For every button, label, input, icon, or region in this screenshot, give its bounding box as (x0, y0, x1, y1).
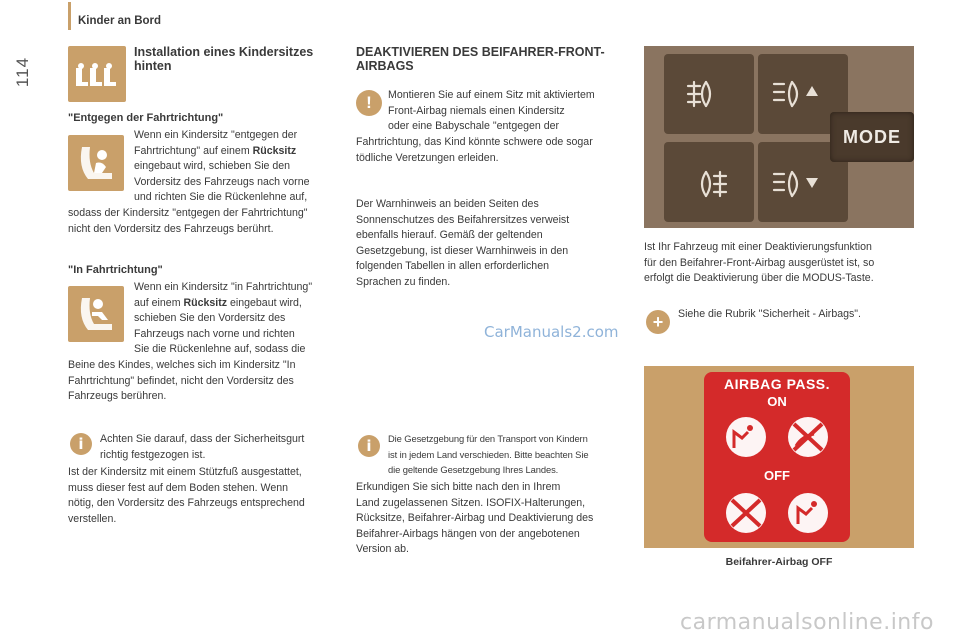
info-icon: i (70, 433, 92, 455)
mode-control-panel (644, 46, 914, 228)
airbag-off-icons (712, 490, 842, 536)
forward-heading: "In Fahrtrichtung" (68, 264, 163, 276)
warning-text-indent: Montieren Sie auf einem Sitz mit aktiviertem Front-Airbag niemals einen Kindersitz oder eine Babyschale "entgegen der (388, 89, 595, 133)
left-bottom-text: Ist der Kindersitz mit einem Stützfuß ausgestattet, muss dieser fest auf dem Boden stehen. Wenn nötig, den Vordersitz des Fahrzeugs entsprechend verstellen. (68, 466, 305, 525)
plus-icon: + (646, 310, 670, 334)
rearward-seat-icon (68, 135, 124, 191)
warning-text-full: Fahrtrichtung, das Kind könnte schwere ode sogar tödliche Veretzungen erleiden. (356, 136, 593, 164)
airbag-on-icons (712, 414, 842, 460)
forward-seat-icon (68, 286, 124, 342)
footer-watermark: carmanualsonline.info (680, 610, 934, 635)
see-also-text: Siehe die Rubrik "Sicherheit - Airbags". (678, 308, 861, 320)
middle-title: DEAKTIVIEREN DES BEIFAHRER-FRONT- AIRBAGS (356, 45, 605, 73)
header-bar (68, 2, 71, 30)
left-info-text: Achten Sie darauf, dass der Sicherheitsgurt richtig festgezogen ist. (100, 433, 305, 461)
warning-icon: ! (356, 90, 382, 116)
airbag-indicator-photo (644, 366, 914, 548)
airbag-on-label: ON (767, 394, 787, 409)
rearward-text-indent: Wenn ein Kindersitz "entgegen der Fahrtrichtung" auf einem Rücksitz eingebaut wird, schieben Sie den Vordersitz des Fahrzeugs nach vorne und richten Sie die Rückenlehne auf, (134, 129, 310, 204)
section-title: Kinder an Bord (78, 15, 162, 27)
middle-paragraph: Der Warnhinweis an beiden Seiten des Sonnenschutzes des Beifahrersitzes verweist ebenfalls hierauf. Gemäß der geltenden Gesetzgebung, ist dieser Warnhinweis in den folgenden Tabellen in allen erforderlichen Sprachen zu finden. (356, 198, 570, 288)
middle-bottom-text: Erkundigen Sie sich bitte nach den in Ihrem Land zugelassenen Sitzen. ISOFIX-Halterungen, Rücksitze, Beifahrer-Airbag und Deaktivierung des Beifahrer-Airbags hängen von der angebotenen Version ab. (356, 481, 594, 556)
airbag-off-label: OFF (764, 468, 790, 483)
airbag-title: AIRBAG PASS. (723, 376, 831, 392)
rearward-heading: "Entgegen der Fahrtrichtung" (68, 112, 224, 124)
right-paragraph: Ist Ihr Fahrzeug mit einer Deaktivierungsfunktion für den Beifahrer-Front-Airbag ausgerüstet ist, so erfolgt die Deaktivierung über die MODUS-Taste. (644, 241, 875, 285)
rearward-text-full: sodass der Kindersitz "entgegen der Fahrtrichtung" nicht den Vordersitz des Fahrzeugs berührt. (68, 207, 308, 235)
mode-button-label: MODE (843, 127, 901, 147)
middle-info-text: Die Gesetzgebung für den Transport von Kindern ist in jedem Land verschieden. Bitte beachten Sie die geltende Gesetzgebung Ihres Landes. (388, 433, 589, 476)
mode-button[interactable] (830, 112, 914, 162)
airbag-caption: Beifahrer-Airbag OFF (725, 556, 833, 568)
forward-text-indent: Wenn ein Kindersitz "in Fahrtrichtung" auf einem Rücksitz eingebaut wird, schieben Sie den Vordersitz des Fahrzeugs nach vorne und richten Sie die Rückenlehne auf, sodass die (134, 281, 313, 356)
child-seats-icon (68, 46, 126, 102)
airbag-label-plate (704, 372, 850, 542)
watermark-carmanuals: CarManuals2.com (484, 323, 619, 341)
info-icon-middle: i (358, 435, 380, 457)
left-title: Installation eines Kindersitzes hinten (134, 45, 314, 73)
forward-text-full: Beine des Kindes, welches sich im Kindersitz "In Fahrtrichtung" befindet, nicht den Vordersitz des Fahrzeugs berühren. (68, 359, 296, 403)
page-number: 114 (13, 56, 32, 88)
